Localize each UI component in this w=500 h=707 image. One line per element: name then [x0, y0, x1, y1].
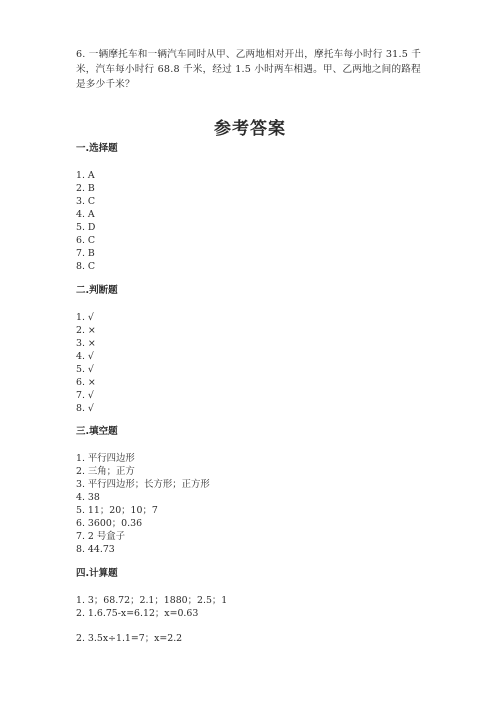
- answer-item: 2. 3.5x÷1.1=7；x=2.2: [76, 633, 183, 644]
- answer-item: 3. 平行四边形；长方形；正方形: [76, 479, 210, 490]
- answer-list: [76, 169, 456, 273]
- section-choice: [76, 143, 456, 273]
- section-title: 三.填空题: [76, 426, 118, 437]
- answer-item: 6. 3600；0.36: [76, 518, 143, 529]
- answer-list: [76, 452, 456, 556]
- answer-item: 2. 1.6.75-x=6.12；x=0.63: [76, 608, 199, 619]
- answer-item: 7. B: [76, 248, 95, 259]
- answer-item: 2. ×: [76, 325, 96, 336]
- answer-item: 2. B: [76, 183, 95, 194]
- section-title: 一.选择题: [76, 143, 118, 154]
- answer-item: 3. ×: [76, 338, 96, 349]
- answer-item: 4. 38: [76, 492, 100, 503]
- answer-item: 4. √: [76, 351, 94, 362]
- answer-item: 5. 11；20；10；7: [76, 505, 158, 516]
- answer-item: 8. 44.73: [76, 544, 115, 555]
- problem-line: 米，汽车每小时行 68.8 千米，经过 1.5 小时两车相遇。甲、乙两地之间的路程: [76, 64, 421, 75]
- section-judgement: [76, 285, 456, 415]
- answer-item: 7. 2 号盒子: [76, 531, 125, 542]
- word-problem-6: [76, 47, 436, 92]
- answer-item: 1. 3；68.72；2.1；1880；2.5；1: [76, 595, 228, 606]
- answers-heading: 参考答案: [214, 119, 286, 139]
- answer-item: 1. 平行四边形: [76, 453, 135, 464]
- answer-item: 7. √: [76, 390, 94, 401]
- answer-item: 4. A: [76, 209, 95, 220]
- answer-item: 5. D: [76, 222, 96, 233]
- answer-item: 1. √: [76, 312, 94, 323]
- section-fill-blank: [76, 426, 456, 556]
- answer-item: 2. 三角；正方: [76, 466, 135, 477]
- answer-list: [76, 311, 456, 415]
- answer-item: 6. ×: [76, 377, 96, 388]
- answer-item: 8. C: [76, 261, 96, 272]
- problem-line: 6. 一辆摩托车和一辆汽车同时从甲、乙两地相对开出，摩托车每小时行 31.5 千: [76, 49, 422, 60]
- answer-item: 3. C: [76, 196, 96, 207]
- section-title: 二.判断题: [76, 285, 118, 296]
- answer-item: 8. √: [76, 403, 94, 414]
- answer-item: 1. A: [76, 170, 95, 181]
- answer-list: [76, 594, 456, 645]
- section-calculation: [76, 568, 456, 645]
- section-title: 四.计算题: [76, 568, 118, 579]
- problem-line: 是多少千米？: [76, 79, 135, 90]
- answer-item: 5. √: [76, 364, 94, 375]
- answer-item: 6. C: [76, 235, 96, 246]
